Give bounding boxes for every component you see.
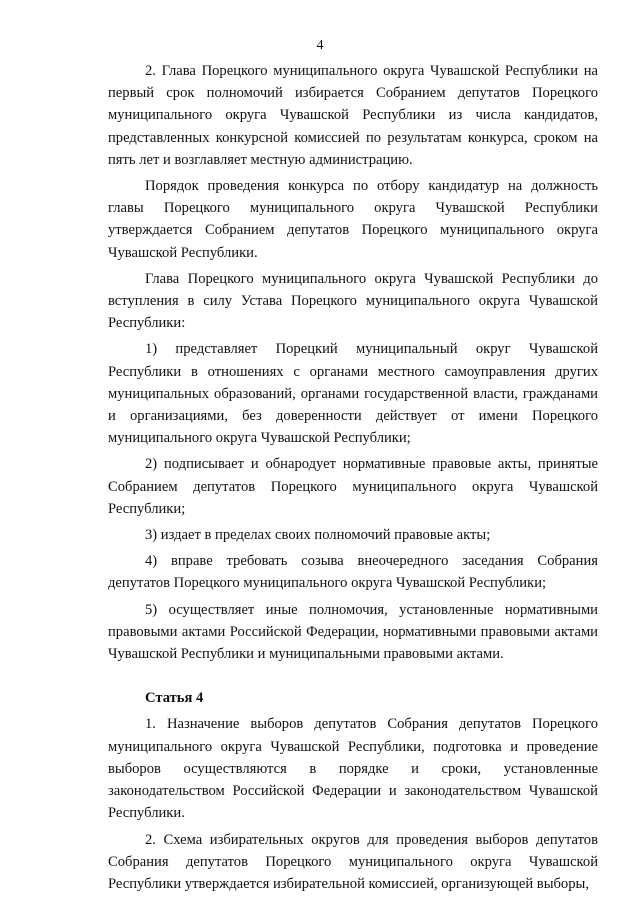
- paragraph-head-powers-intro: Глава Порецкого муниципального округа Чувашской Республики до вступления в силу Устава Порецкого муниципального округа Чувашской Республики:: [108, 270, 598, 332]
- list-item-5: 5) осуществляет иные полномочия, установленные нормативными правовыми актами Российской Федерации, нормативными правовыми актами Чувашской Республики и муниципальными правовыми актами.: [108, 601, 598, 663]
- paragraph-contest-procedure: Порядок проведения конкурса по отбору кандидатур на должность главы Порецкого муниципального округа Чувашской Республики утверждается Собранием депутатов Порецкого муниципального округа Чувашской Республики.: [108, 178, 598, 261]
- document-body: [108, 60, 598, 899]
- list-item-2: 2) подписывает и обнародует нормативные правовые акты, принятые Собранием депутатов Порецкого муниципального округа Чувашской Республики;: [108, 456, 598, 517]
- article-paragraph-2: 2. Схема избирательных округов для проведения выборов депутатов Собрания депутатов Порецкого муниципального округа Чувашской Республики утверждается избирательной комиссией, организующей выборы,: [108, 831, 598, 892]
- list-item-4: 4) вправе требовать созыва внеочередного заседания Собрания депутатов Порецкого муниципального округа Чувашской Республики;: [108, 553, 598, 592]
- page-number: 4: [316, 38, 324, 53]
- article-paragraph-1: 1. Назначение выборов депутатов Собрания депутатов Порецкого муниципального округа Чувашской Республики, подготовка и проведение выборов осуществляются в порядке и сроки, установленные законодательством Российской Федерации и законодательством Чувашской Республики.: [108, 716, 598, 822]
- paragraph-head-election: 2. Глава Порецкого муниципального округа Чувашской Республики на первый срок полномочий избирается Собранием депутатов Порецкого муниципального округа Чувашской Республики из числа кандидатов, представленных конкурсной комиссией по результатам конкурса, сроком на пять лет и возглавляет местную администрацию.: [108, 63, 598, 168]
- list-item-3: 3) издает в пределах своих полномочий правовые акты;: [145, 527, 491, 544]
- list-item-1: 1) представляет Порецкий муниципальный округ Чувашской Республики в отношениях с органами местного самоуправления других муниципальных образований, органами государственной власти, гражданами и организациями, без доверенности действует от имени Порецкого муниципального округа Чувашской Республики;: [108, 341, 598, 447]
- article-heading: Статья 4: [145, 690, 204, 707]
